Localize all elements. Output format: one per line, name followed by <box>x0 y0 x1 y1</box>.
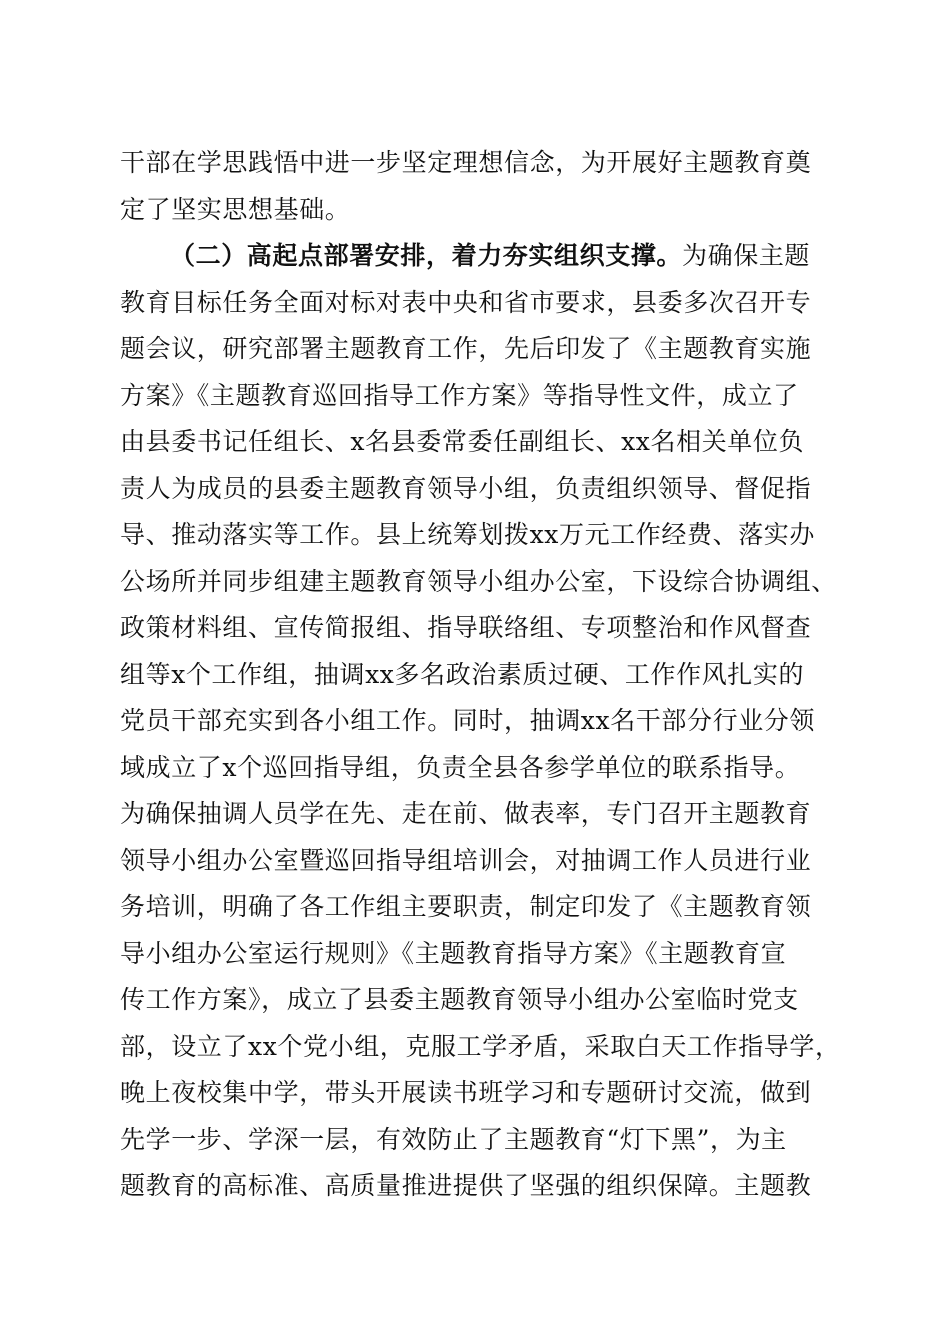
text-line: 务培训，明确了各工作组主要职责，制定印发了《主题教育领 <box>120 892 812 921</box>
document-body <box>120 140 840 1210</box>
text-line: 为确保抽调人员学在先、走在前、做表率，专门召开主题教育 <box>120 799 812 828</box>
section-heading-line <box>120 233 840 280</box>
text-line: 传工作方案》，成立了县委主题教育领导小组办公室临时党支 <box>120 985 799 1014</box>
text-line: 导、推动落实等工作。县上统筹划拨xx万元工作经费、落实办 <box>120 520 816 549</box>
text-line: 政策材料组、宣传简报组、指导联络组、专项整治和作风督查 <box>120 613 812 642</box>
text-line: 导小组办公室运行规则》《主题教育指导方案》《主题教育宣 <box>120 938 787 968</box>
text-line: 先学一步、学深一层，有效防止了主题教育“灯下黑”，为主 <box>120 1124 787 1154</box>
text-line: 部，设立了xx个党小组，克服工学矛盾，采取白天工作指导学， <box>120 1031 841 1061</box>
text-line: 组等x个工作组，抽调xx多名政治素质过硬、工作作风扎实的 <box>120 659 805 689</box>
text-line: 责人为成员的县委主题教育领导小组，负责组织领导、督促指 <box>120 473 812 503</box>
text-line: 公场所并同步组建主题教育领导小组办公室，下设综合协调组、 <box>120 566 837 596</box>
text-line: 领导小组办公室暨巡回指导组培训会，对抽调工作人员进行业 <box>120 845 812 875</box>
text-line: 题会议，研究部署主题教育工作，先后印发了《主题教育实施 <box>120 334 812 363</box>
section-heading: （二）高起点部署安排，着力夯实组织支撑。 <box>170 241 683 270</box>
text-line: 定了坚实思想基础。 <box>120 194 351 224</box>
text-line: 域成立了x个巡回指导组，负责全县各参学单位的联系指导。 <box>120 752 801 782</box>
text-line: 干部在学思践悟中进一步坚定理想信念，为开展好主题教育奠 <box>120 148 812 177</box>
text-line: 党员干部充实到各小组工作。同时，抽调xx名干部分行业分领 <box>120 706 816 735</box>
text-line: 方案》《主题教育巡回指导工作方案》等指导性文件，成立了 <box>120 380 799 410</box>
text-line: 题教育的高标准、高质量推进提供了坚强的组织保障。主题教 <box>120 1171 812 1200</box>
text-line: 由县委书记任组长、x名县委常委任副组长、xx名相关单位负 <box>120 427 805 456</box>
text-run: 为确保主题 <box>682 241 811 270</box>
text-line: 晚上夜校集中学，带头开展读书班学习和专题研讨交流，做到 <box>120 1078 812 1107</box>
text-line: 教育目标任务全面对标对表中央和省市要求，县委多次召开专 <box>120 287 812 317</box>
